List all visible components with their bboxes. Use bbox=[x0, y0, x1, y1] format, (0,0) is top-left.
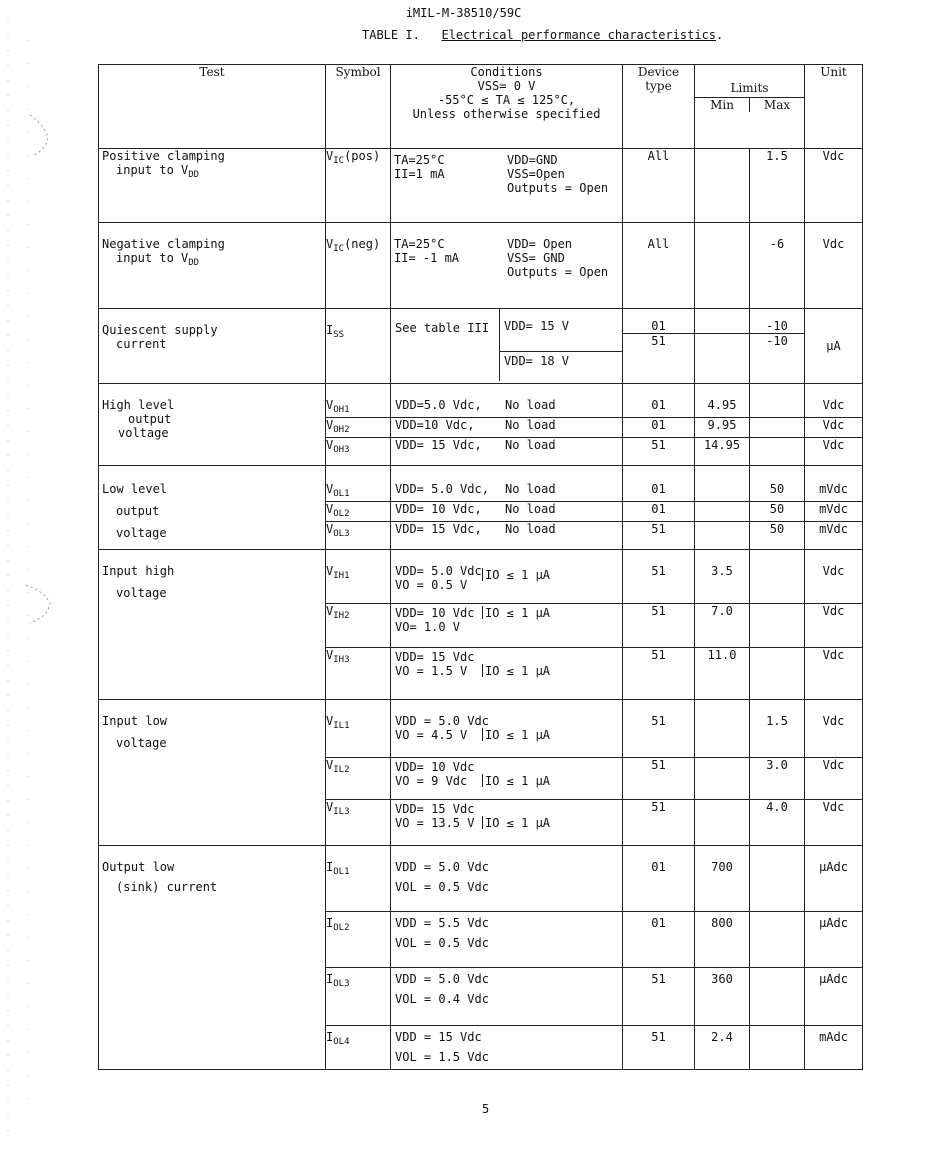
device-cell: 51 bbox=[623, 334, 695, 384]
max-cell: 3.0 bbox=[750, 758, 805, 800]
max-cell bbox=[750, 912, 805, 968]
device-cell: 51 bbox=[623, 438, 695, 466]
table-row bbox=[99, 223, 863, 309]
max-cell bbox=[750, 550, 805, 604]
max-cell: -10 bbox=[750, 334, 805, 384]
device-header-line1: Device bbox=[637, 65, 680, 79]
min-cell: 7.0 bbox=[695, 604, 750, 648]
max-cell bbox=[750, 438, 805, 466]
symbol-cell: $V_{IC}(pos)$ bbox=[326, 149, 391, 223]
conditions-cell: TA=25°C VDD= Open II= -1 mA VSS= GND Outputs = Open bbox=[391, 223, 623, 309]
table-label: TABLE I. bbox=[362, 28, 420, 42]
max-header: Max bbox=[749, 98, 804, 112]
device-cell: 01 bbox=[623, 418, 695, 438]
table-row bbox=[99, 309, 863, 334]
min-cell bbox=[695, 522, 750, 550]
unit-cell: Vdc bbox=[805, 223, 863, 309]
symbol-cell: $V_{IL2}$ bbox=[326, 758, 391, 800]
min-cell bbox=[695, 309, 750, 334]
conditions-cell: TA=25°C VDD=GND II=1 mA VSS=Open Outputs = Open bbox=[391, 149, 623, 223]
test-header: Test bbox=[99, 65, 326, 149]
header-row bbox=[99, 65, 863, 149]
max-cell bbox=[750, 604, 805, 648]
min-cell: 14.95 bbox=[695, 438, 750, 466]
document-id: iMIL-M-38510/59C bbox=[405, 6, 522, 20]
min-cell: 3.5 bbox=[695, 550, 750, 604]
max-cell: 1.5 bbox=[750, 700, 805, 758]
min-cell bbox=[695, 800, 750, 846]
electrical-characteristics-table bbox=[98, 64, 863, 1070]
conditions-cell: VDD=10 Vdc, No load bbox=[391, 418, 623, 438]
unit-cell: mVdc bbox=[805, 502, 863, 522]
conditions-cell: See table III VDD= 15 V VDD= 18 V bbox=[391, 309, 623, 384]
conditions-cell: VDD= 5.0 Vdc VO = 0.5 V IO ≤ 1 µA bbox=[391, 550, 623, 604]
device-header-line2: type bbox=[645, 79, 672, 93]
device-cell: 51 bbox=[623, 800, 695, 846]
symbol-header: Symbol bbox=[326, 65, 391, 149]
min-cell: 800 bbox=[695, 912, 750, 968]
unit-cell: Vdc bbox=[805, 149, 863, 223]
device-cell: 01 bbox=[623, 384, 695, 418]
max-cell: -10 bbox=[750, 309, 805, 334]
device-cell: 51 bbox=[623, 700, 695, 758]
test-cell: Output low (sink) current bbox=[99, 846, 326, 1070]
symbol-cell: $V_{OL1}$ bbox=[326, 466, 391, 502]
unit-cell: Vdc bbox=[805, 604, 863, 648]
test-name: Positive clamping bbox=[102, 149, 225, 163]
symbol-cell: $V_{IL1}$ bbox=[326, 700, 391, 758]
conditions-cell: VDD = 5.0 Vdc VOL = 0.5 Vdc bbox=[391, 846, 623, 912]
conditions-cell: VDD= 15 Vdc, No load bbox=[391, 438, 623, 466]
min-cell: 4.95 bbox=[695, 384, 750, 418]
symbol-cell: $I_{OL1}$ bbox=[326, 846, 391, 912]
conditions-temp: -55°C ≤ TA ≤ 125°C, bbox=[437, 93, 576, 107]
conditions-cell: VDD= 15 Vdc VO = 13.5 V IO ≤ 1 µA bbox=[391, 800, 623, 846]
device-type-header bbox=[623, 65, 695, 149]
device-cell: All bbox=[623, 149, 695, 223]
symbol-cell: $I_{OL4}$ bbox=[326, 1026, 391, 1070]
symbol-cell: $V_{IH1}$ bbox=[326, 550, 391, 604]
table-row bbox=[99, 846, 863, 912]
scan-arc-mark bbox=[30, 115, 48, 155]
unit-cell: Vdc bbox=[805, 384, 863, 418]
conditions-vss: VSS= 0 V bbox=[477, 79, 536, 93]
unit-cell: µAdc bbox=[805, 912, 863, 968]
symbol-cell: $V_{IL3}$ bbox=[326, 800, 391, 846]
device-cell: 51 bbox=[623, 758, 695, 800]
conditions-cell: VDD = 5.0 Vdc VOL = 0.4 Vdc bbox=[391, 968, 623, 1026]
table-row bbox=[99, 700, 863, 758]
device-cell: 01 bbox=[623, 502, 695, 522]
test-cell: Input low voltage bbox=[99, 700, 326, 846]
min-cell bbox=[695, 502, 750, 522]
unit-cell: mVdc bbox=[805, 522, 863, 550]
symbol-cell: $I_{SS}$ bbox=[326, 309, 391, 384]
unit-cell: µAdc bbox=[805, 968, 863, 1026]
min-cell bbox=[695, 466, 750, 502]
symbol-cell: $V_{OH3}$ bbox=[326, 438, 391, 466]
unit-cell: mVdc bbox=[805, 466, 863, 502]
test-cell: Quiescent supply current bbox=[99, 309, 326, 384]
test-name-cont: input to $V_{DD}$ bbox=[116, 163, 200, 180]
conditions-cell: VDD=5.0 Vdc, No load bbox=[391, 384, 623, 418]
min-cell bbox=[695, 758, 750, 800]
min-cell: 9.95 bbox=[695, 418, 750, 438]
unit-cell: µAdc bbox=[805, 846, 863, 912]
table-title: TABLE I. Electrical performance characteristics. bbox=[362, 28, 724, 42]
max-cell bbox=[750, 384, 805, 418]
max-cell bbox=[750, 1026, 805, 1070]
unit-header: Unit bbox=[805, 65, 863, 149]
min-cell: 11.0 bbox=[695, 648, 750, 700]
conditions-cell: VDD = 5.5 Vdc VOL = 0.5 Vdc bbox=[391, 912, 623, 968]
table-row bbox=[99, 466, 863, 502]
limits-header bbox=[695, 65, 805, 149]
conditions-cell: VDD= 5.0 Vdc, No load bbox=[391, 466, 623, 502]
unit-cell: µA bbox=[805, 309, 863, 384]
max-cell bbox=[750, 648, 805, 700]
symbol-cell: $I_{OL2}$ bbox=[326, 912, 391, 968]
conditions-cell: VDD= 10 Vdc VO = 9 Vdc IO ≤ 1 µA bbox=[391, 758, 623, 800]
unit-cell: Vdc bbox=[805, 550, 863, 604]
min-cell: 700 bbox=[695, 846, 750, 912]
symbol-cell: $V_{OH2}$ bbox=[326, 418, 391, 438]
device-cell: 01 bbox=[623, 846, 695, 912]
min-cell bbox=[695, 700, 750, 758]
device-cell: 51 bbox=[623, 968, 695, 1026]
unit-cell: Vdc bbox=[805, 418, 863, 438]
unit-cell: Vdc bbox=[805, 758, 863, 800]
device-cell: 01 bbox=[623, 912, 695, 968]
test-cell: Input high voltage bbox=[99, 550, 326, 700]
max-cell: 1.5 bbox=[750, 149, 805, 223]
symbol-cell: $V_{OL3}$ bbox=[326, 522, 391, 550]
test-cell: Low level output voltage bbox=[99, 466, 326, 550]
device-cell: 01 bbox=[623, 309, 695, 334]
max-cell bbox=[750, 968, 805, 1026]
table-row bbox=[99, 384, 863, 418]
conditions-cell: VDD= 15 Vdc VO = 1.5 V IO ≤ 1 µA bbox=[391, 648, 623, 700]
conditions-header bbox=[391, 65, 623, 149]
min-header: Min bbox=[710, 98, 734, 112]
symbol-cell: $I_{OL3}$ bbox=[326, 968, 391, 1026]
page-number: 5 bbox=[482, 1102, 490, 1116]
table-row bbox=[99, 550, 863, 604]
max-cell: 50 bbox=[750, 466, 805, 502]
symbol-cell: $V_{IH2}$ bbox=[326, 604, 391, 648]
conditions-cell: VDD = 5.0 Vdc VO = 4.5 V IO ≤ 1 µA bbox=[391, 700, 623, 758]
max-cell: -6 bbox=[750, 223, 805, 309]
device-cell: 51 bbox=[623, 648, 695, 700]
max-cell bbox=[750, 418, 805, 438]
max-cell: 4.0 bbox=[750, 800, 805, 846]
max-cell: 50 bbox=[750, 522, 805, 550]
unit-cell: Vdc bbox=[805, 648, 863, 700]
device-cell: 51 bbox=[623, 604, 695, 648]
device-cell: 51 bbox=[623, 1026, 695, 1070]
table-title-text: Electrical performance characteristics bbox=[441, 28, 717, 42]
unit-cell: Vdc bbox=[805, 438, 863, 466]
symbol-cell: $V_{IH3}$ bbox=[326, 648, 391, 700]
device-cell: 01 bbox=[623, 466, 695, 502]
scan-arc-mark bbox=[26, 585, 50, 623]
test-cell: High level output voltage bbox=[99, 384, 326, 466]
conditions-note: Unless otherwise specified bbox=[412, 107, 601, 121]
conditions-cell: VDD= 15 Vdc, No load bbox=[391, 522, 623, 550]
conditions-cell: VDD= 10 Vdc, No load bbox=[391, 502, 623, 522]
max-cell: 50 bbox=[750, 502, 805, 522]
conditions-cell: VDD = 15 Vdc VOL = 1.5 Vdc bbox=[391, 1026, 623, 1070]
min-cell bbox=[695, 334, 750, 384]
scan-margin-marks bbox=[0, 0, 60, 1164]
test-cell: Negative clamping input to $V_{DD}$ bbox=[99, 223, 326, 309]
min-cell: 2.4 bbox=[695, 1026, 750, 1070]
limits-label: Limits bbox=[695, 79, 804, 98]
symbol-cell: $V_{OH1}$ bbox=[326, 384, 391, 418]
unit-cell: Vdc bbox=[805, 700, 863, 758]
device-cell: 51 bbox=[623, 550, 695, 604]
conditions-cell: VDD= 10 Vdc IO ≤ 1 µA VO= 1.0 V bbox=[391, 604, 623, 648]
min-cell: 360 bbox=[695, 968, 750, 1026]
device-cell: 51 bbox=[623, 522, 695, 550]
conditions-title: Conditions bbox=[470, 65, 543, 79]
max-cell bbox=[750, 846, 805, 912]
table-row bbox=[99, 149, 863, 223]
min-cell bbox=[695, 223, 750, 309]
min-cell bbox=[695, 149, 750, 223]
device-cell: All bbox=[623, 223, 695, 309]
unit-cell: Vdc bbox=[805, 800, 863, 846]
symbol-cell: $V_{IC}(neg)$ bbox=[326, 223, 391, 309]
unit-cell: mAdc bbox=[805, 1026, 863, 1070]
test-cell bbox=[99, 149, 326, 223]
symbol-cell: $V_{OL2}$ bbox=[326, 502, 391, 522]
